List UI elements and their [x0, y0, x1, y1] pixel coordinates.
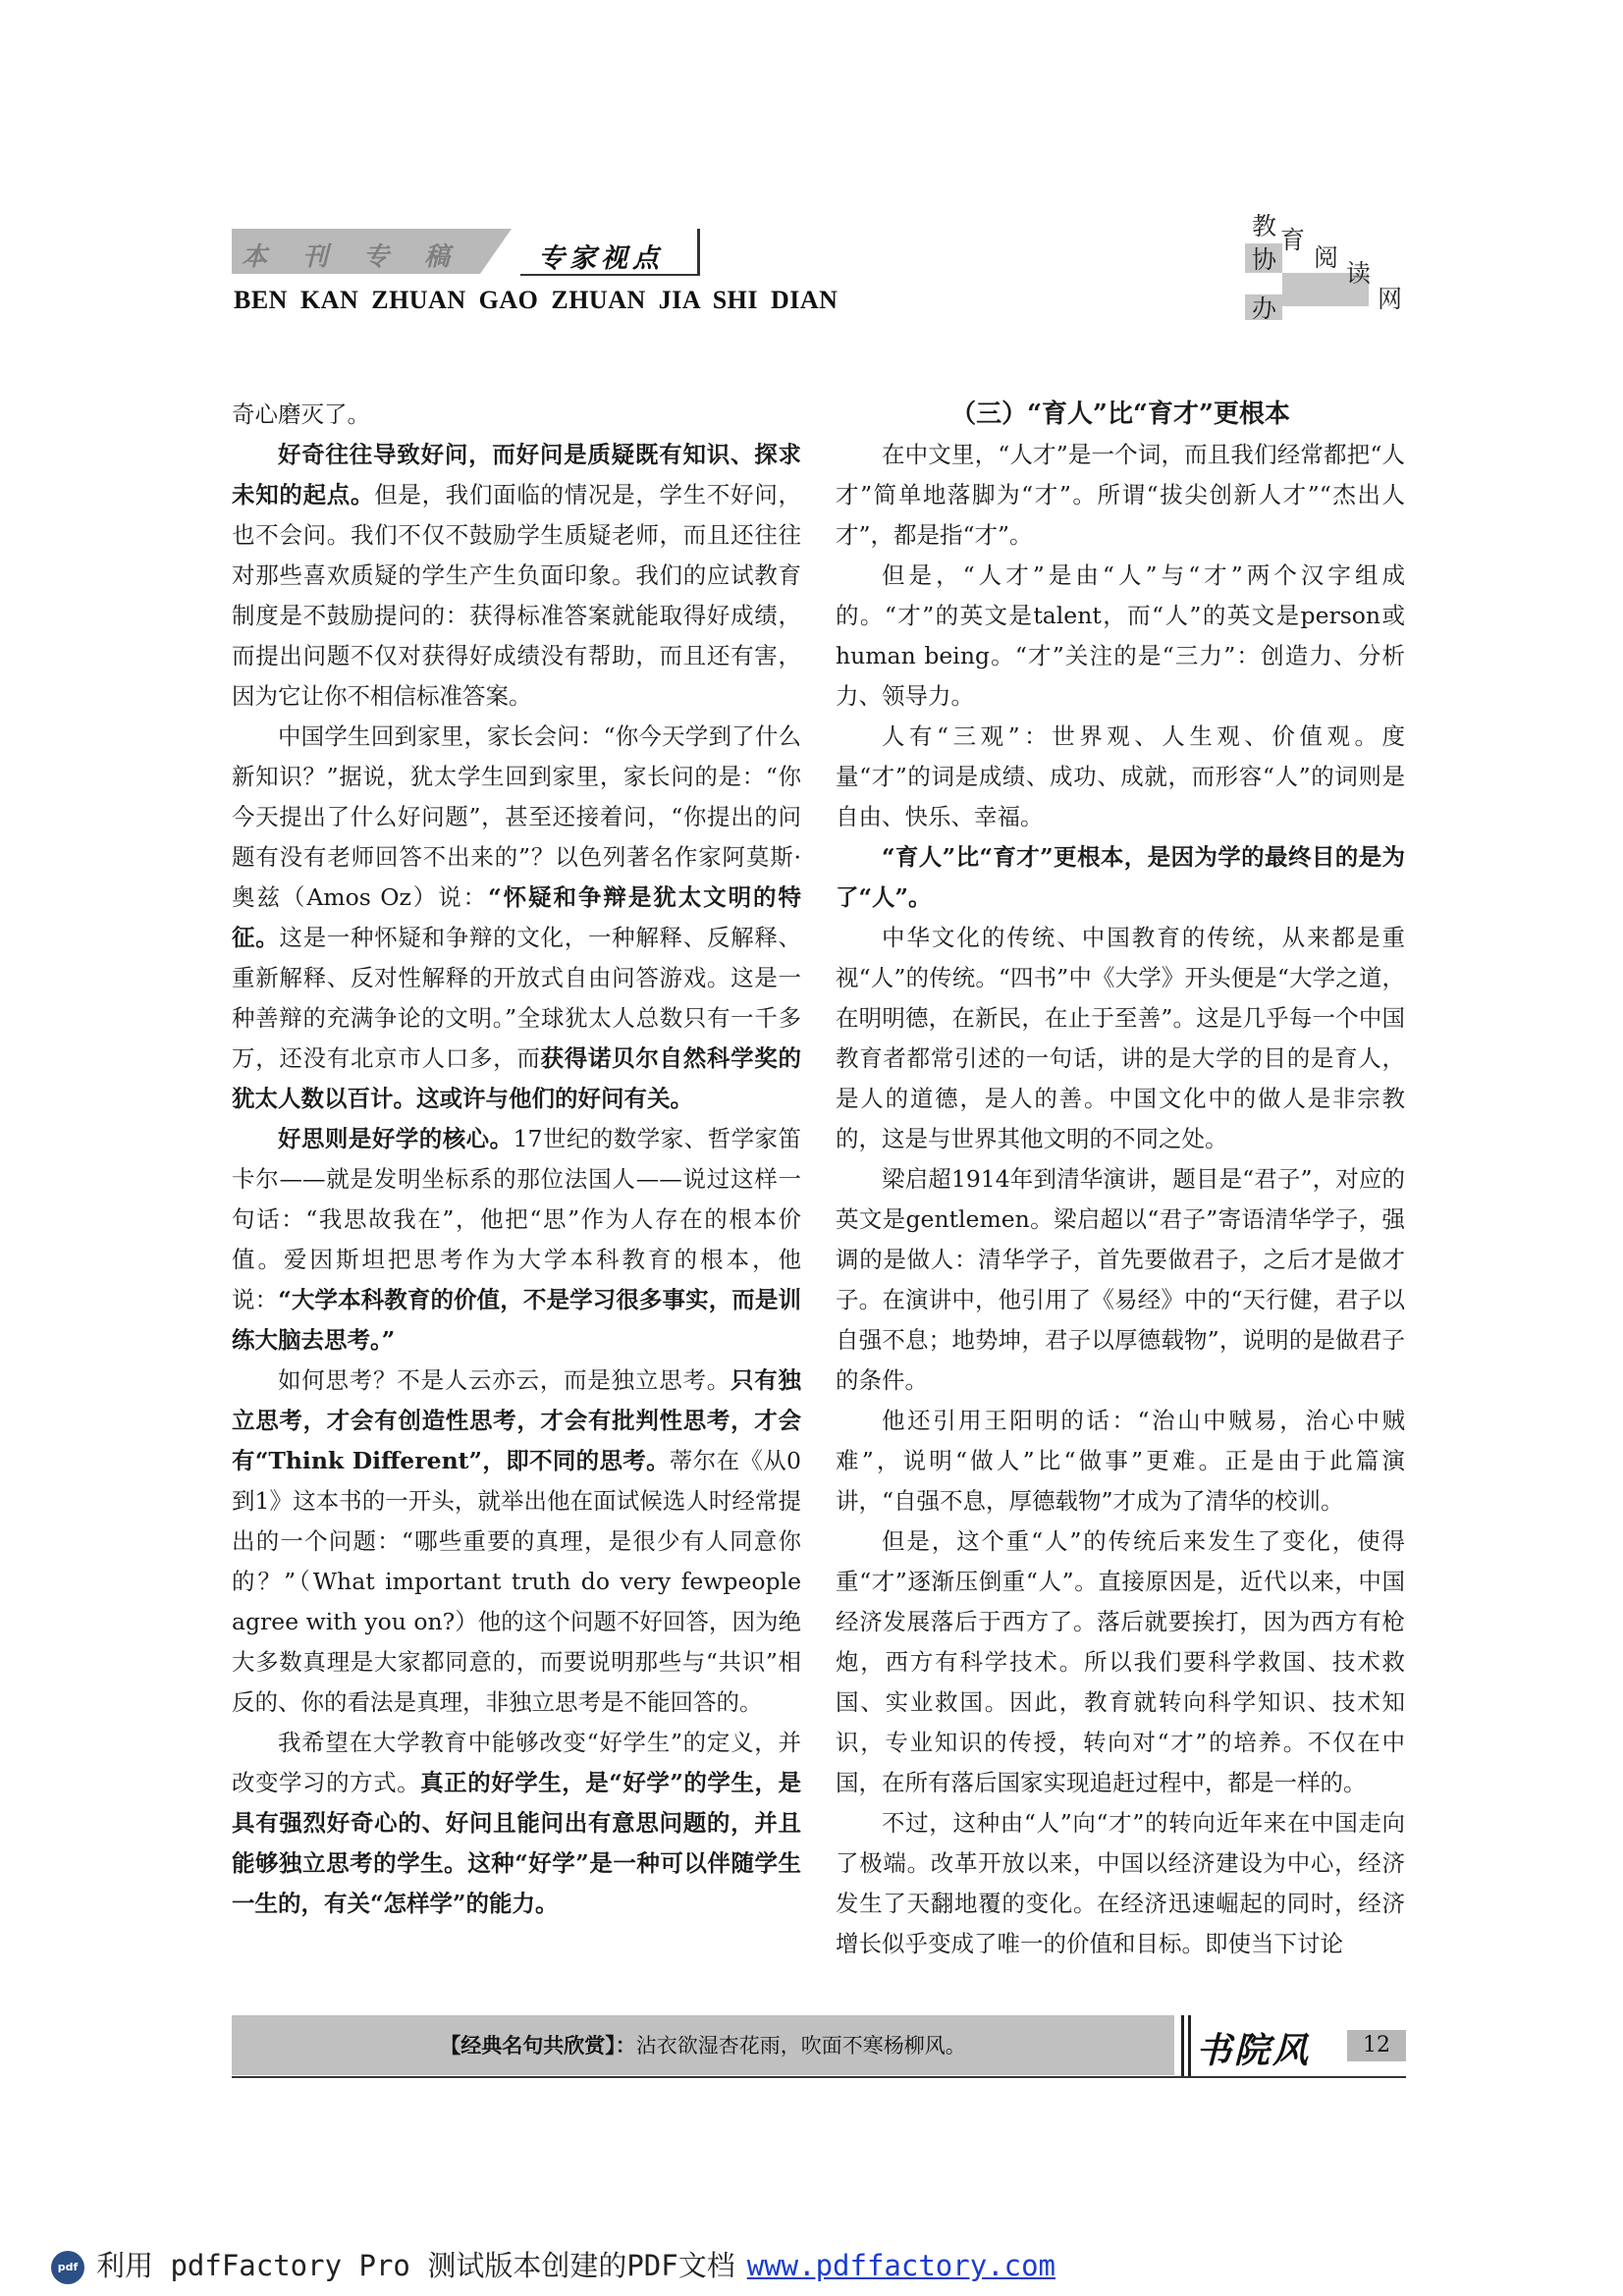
left-column [232, 395, 801, 1924]
emphasis: 获得诺贝尔自然科学奖的犹太人数以百计。这或许与他们的好问有关。 [232, 1044, 802, 1112]
emphasis: “育人”比“育才”更根本，是因为学的最终目的是为了“人”。 [836, 843, 1405, 911]
section-heading: （三）“育人”比“育才”更根本 [950, 400, 1290, 429]
logo-char-yu: 育 [1280, 226, 1306, 254]
logo-char-xie: 协 [1252, 245, 1277, 274]
right-column [836, 395, 1405, 1964]
pdf-watermark [51, 2244, 1055, 2289]
site-logo [1245, 210, 1407, 323]
paragraph [836, 837, 1405, 918]
footer-quote [232, 2015, 1174, 2075]
paragraph: 不过，这种由“人”向“才”的转向近年来在中国走向了极端。改革开放以来，中国以经济建设为中心，经济发生了天翻地覆的变化。在经济迅速崛起的同时，经济增长似乎变成了唯一的价值和目标。即使当下讨论 [836, 1809, 1405, 1957]
emphasis: 真正的好学生，是“好学”的学生，是具有强烈好奇心的、好问且能问出有意思问题的，并且能够独立思考的学生。这种“好学”是一种可以伴随学生一生的，有关“怎样学”的能力。 [232, 1769, 801, 1917]
page-footer [232, 2015, 1406, 2078]
paragraph: 奇心磨灭了。 [232, 400, 370, 428]
footer-underline [232, 2076, 1406, 2078]
logo-char-yue: 阅 [1314, 243, 1339, 272]
paragraph-text: 蒂尔在《从0到1》这本书的一开头，就举出他在面试候选人时经常提出的一个问题：“哪些重要的真理，是很少有人同意你的？”（What important truth do very fewpeople agree with you on?）他的这个问题不好回答，因为绝大多数真理是大家都同意的，而要说明那些与“共识”相反的、你的看法是真理，非独立思考是不能回答的。 [232, 1447, 801, 1716]
paragraph [232, 1119, 801, 1361]
paragraph-text: 17世纪的数学家、哲学家笛卡尔——就是发明坐标系的那位法国人——说过这样一句话：“我思故我在”，他把“思”作为人存在的根本价值。爱因斯坦把思考作为大学本科教育的根本，他说： [232, 1125, 802, 1313]
column-pinyin: BEN KAN ZHUAN GAO ZHUAN JIA SHI DIAN [234, 286, 839, 314]
paragraph: 人有“三观”：世界观、人生观、价值观。度量“才”的词是成绩、成功、成就，而形容“人”的词则是自由、快乐、幸福。 [836, 722, 1405, 830]
paragraph: 梁启超1914年到清华演讲，题目是“君子”，对应的英文是gentlemen。梁启超以“君子”寄语清华学子，强调的是做人：清华学子，首先要做君子，之后才是做才子。在演讲中，他引用了《易经》中的“天行健，君子以自强不息；地势坤，君子以厚德载物”，说明的是做君子的条件。 [836, 1165, 1405, 1394]
emphasis: 好奇往往导致好问，而好问是质疑既有知识、探求未知的起点。 [232, 441, 801, 508]
emphasis: 好思则是好学的核心。 [278, 1125, 514, 1152]
footer-quote-label: 【经典名句共欣赏】： [440, 2033, 636, 2057]
column-header [232, 229, 705, 274]
column-subtitle: 专家视点 [538, 243, 664, 274]
footer-divider [1188, 2015, 1191, 2078]
paragraph: 中华文化的传统、中国教育的传统，从来都是重视“人”的传统。“四书”中《大学》开头便是“大学之道，在明明德，在新民，在止于至善”。这是几乎每一个中国教育者都常引述的一句话，讲的是大学的目的是育人，是人的道德，是人的善。中国文化中的做人是非宗教的，这是与世界其他文明的不同之处。 [836, 924, 1405, 1152]
logo-char-du: 读 [1346, 259, 1372, 288]
paragraph-text: 这是一种怀疑和争辩的文化，一种解释、反解释、重新解释、反对性解释的开放式自由问答游戏。这是一种善辩的充满争论的文明。”全球犹太人总数只有一千多万，还没有北京市人口多，而 [232, 924, 802, 1072]
paragraph: 他还引用王阳明的话：“治山中贼易，治心中贼难”，说明“做人”比“做事”更难。正是由于此篇演讲，“自强不息，厚德载物”才成为了清华的校训。 [836, 1407, 1405, 1515]
logo-char-ban: 办 [1252, 294, 1277, 323]
paragraph: 在中文里，“人才”是一个词，而且我们经常都把“人才”简单地落脚为“才”。所谓“拔尖创新人才”“杰出人才”，都是指“才”。 [836, 441, 1405, 549]
pdf-icon: pdf [51, 2251, 84, 2284]
column-kicker: 本刊专稿 [242, 242, 486, 272]
paragraph [232, 717, 801, 1119]
magazine-brand: 书院风 [1196, 2030, 1312, 2071]
paragraph [232, 1723, 801, 1924]
paragraph-text: 中国学生回到家里，家长会问：“你今天学到了什么新知识？”据说，犹太学生回到家里，家长问的是：“你今天提出了什么好问题”，甚至还接着问，“你提出的问题有没有老师回答不出来的”？以色列著名作家阿莫斯·奥兹（Amos Oz）说： [232, 722, 801, 911]
page-number: 12 [1347, 2030, 1406, 2061]
footer-quote-text: 沾衣欲湿杏花雨，吹面不寒杨柳风。 [635, 2034, 966, 2057]
pdffactory-link[interactable]: www.pdffactory.com [746, 2249, 1056, 2282]
emphasis: 只有独立思考，才会有创造性思考，才会有批判性思考，才会有“Think Different”，即不同的思考。 [232, 1366, 802, 1474]
logo-char-wang: 网 [1378, 285, 1403, 313]
emphasis: “怀疑和争辩是犹太文明的特征。 [232, 883, 801, 951]
emphasis: “大学本科教育的价值，不是学习很多事实，而是训练大脑去思考。” [232, 1286, 801, 1354]
logo-char-jiao: 教 [1252, 212, 1277, 240]
paragraph: 但是，这个重“人”的传统后来发生了变化，使得重“才”逐渐压倒重“人”。直接原因是，近代以来，中国经济发展落后于西方了。落后就要挨打，因为西方有枪炮，西方有科学技术。所以我们要科学救国、技术救国、实业救国。因此，教育就转向科学知识、技术知识，专业知识的传授，转向对“才”的培养。不仅在中国，在所有落后国家实现追赶过程中，都是一样的。 [836, 1527, 1405, 1796]
paragraph-text: 我希望在大学教育中能够改变“好学生”的定义，并改变学习的方式。 [232, 1729, 801, 1796]
paragraph [232, 435, 801, 717]
paragraph-text: 如何思考？不是人云亦云，而是独立思考。 [278, 1366, 730, 1394]
paragraph-text: 但是，我们面临的情况是，学生不好问，也不会问。我们不仅不鼓励学生质疑老师，而且还往往对那些喜欢质疑的学生产生负面印象。我们的应试教育制度是不鼓励提问的：获得标准答案就能取得好成绩，而提出问题不仅对获得好成绩没有帮助，而且还有害，因为它让你不相信标准答案。 [232, 481, 802, 710]
paragraph: 但是，“人才”是由“人”与“才”两个汉字组成的。“才”的英文是talent，而“人”的英文是person或human being。“才”关注的是“三力”：创造力、分析力、领导力。 [836, 561, 1405, 710]
pdf-watermark-text: 利用 pdfFactory Pro 测试版本创建的PDF文档 [96, 2249, 735, 2282]
footer-divider [1181, 2015, 1184, 2078]
paragraph [232, 1361, 801, 1723]
header-divider [697, 229, 700, 276]
